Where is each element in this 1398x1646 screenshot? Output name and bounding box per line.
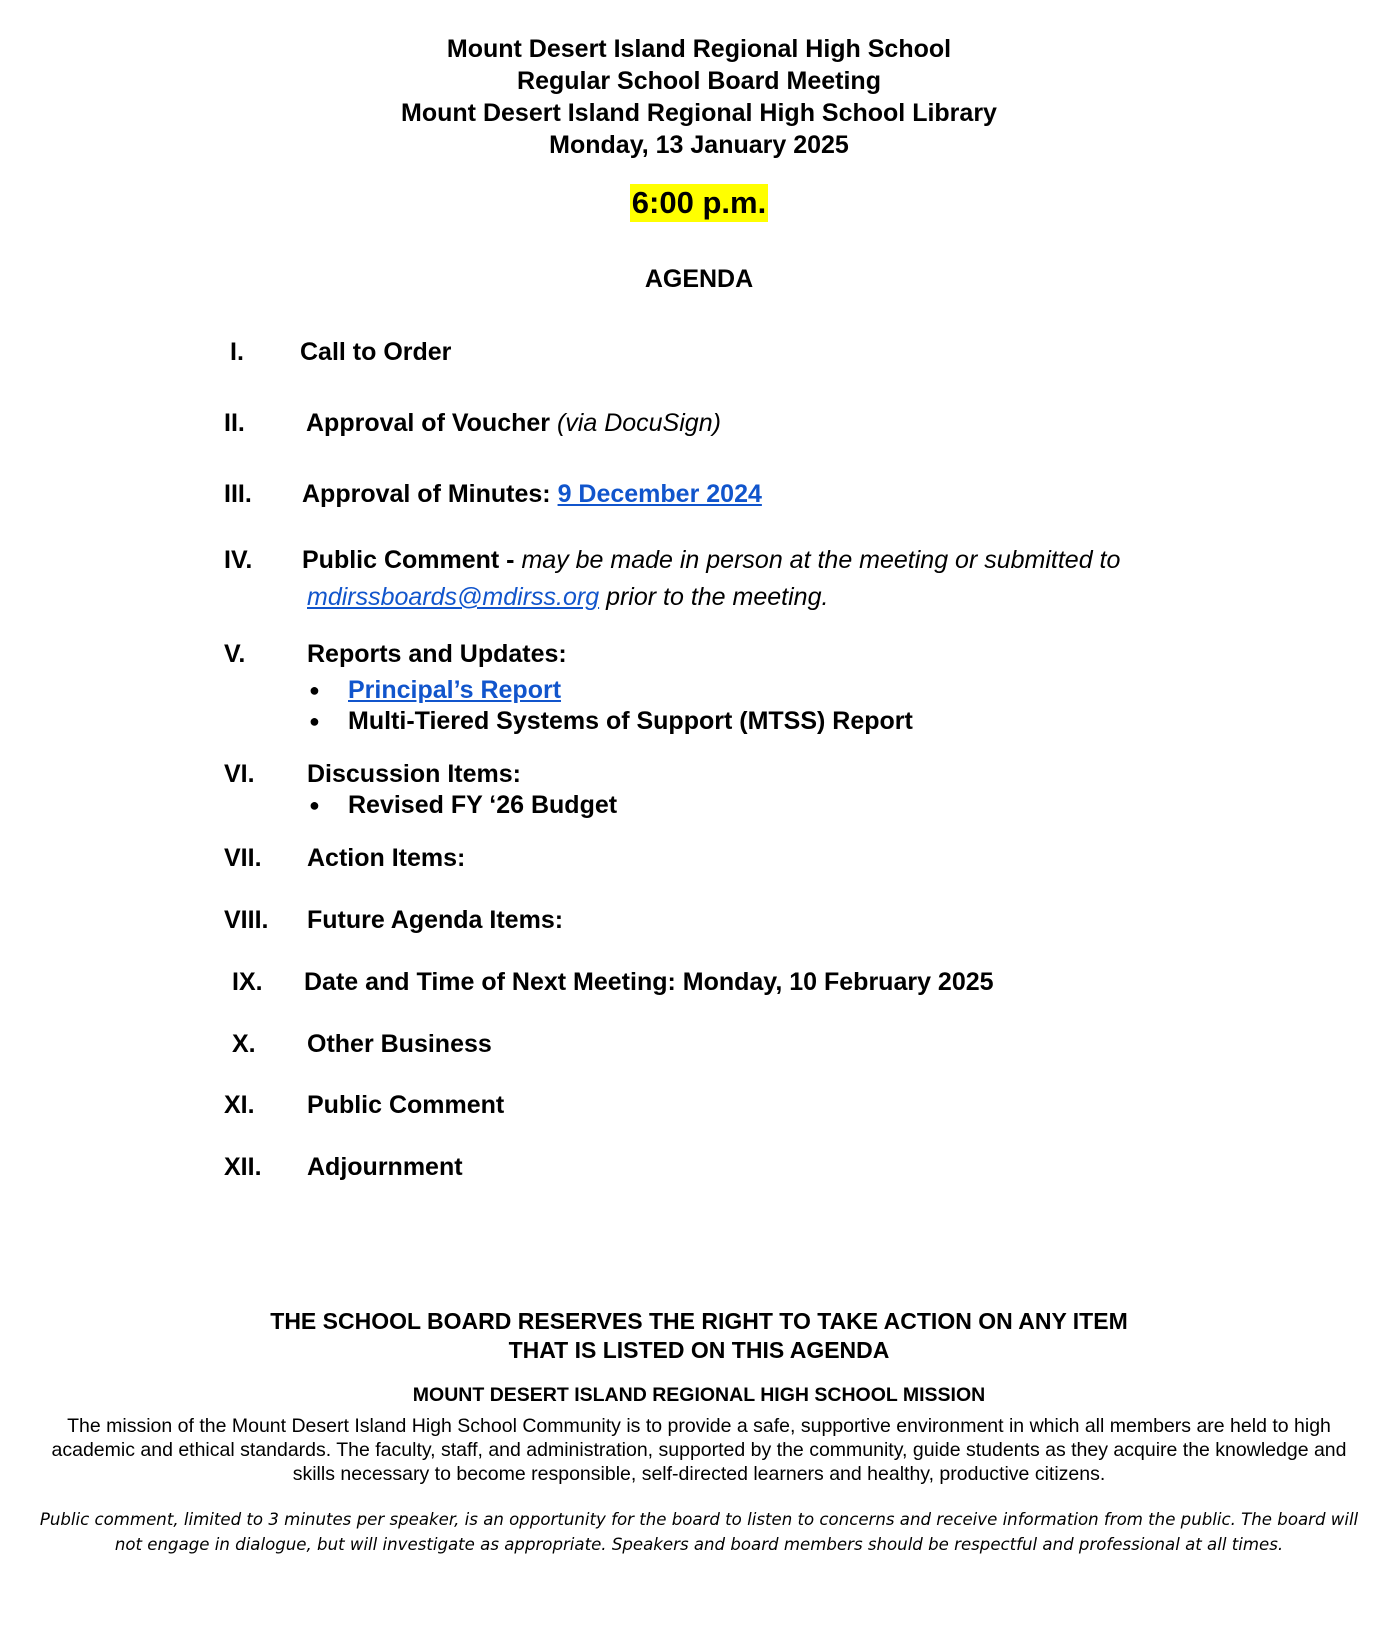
item-label: Future Agenda Items: xyxy=(307,906,564,934)
item-number: XI. xyxy=(224,1091,255,1119)
item-number: X. xyxy=(232,1030,256,1058)
item-note-2: prior to the meeting. xyxy=(606,583,829,611)
item-label: Action Items: xyxy=(307,844,466,872)
item-number: I. xyxy=(230,338,244,366)
item-number: II. xyxy=(224,409,245,437)
mission-title: MOUNT DESERT ISLAND REGIONAL HIGH SCHOOL MISSION xyxy=(412,1384,986,1406)
item-label: Approval of Voucher xyxy=(306,409,551,437)
item-label: Call to Order xyxy=(300,338,452,366)
principals-report-link[interactable]: Principal’s Report xyxy=(348,676,562,704)
item-label: Adjournment xyxy=(307,1153,463,1181)
minutes-link[interactable]: 9 December 2024 xyxy=(557,480,762,508)
budget-item: Revised FY ‘26 Budget xyxy=(348,791,618,819)
meeting-date: Monday, 13 January 2025 xyxy=(549,131,849,159)
agenda-item-public-comment-continued xyxy=(307,581,828,613)
item-number: IX. xyxy=(232,968,263,996)
school-name: Mount Desert Island Regional High School xyxy=(446,35,952,63)
item-label: Date and Time of Next Meeting: Monday, 10 February 2025 xyxy=(304,968,994,996)
meeting-time-row xyxy=(0,184,1398,222)
item-number: III. xyxy=(224,480,252,508)
item-number: VII. xyxy=(224,844,262,872)
board-email-link[interactable]: mdirssboards@mdirss.org xyxy=(307,583,600,611)
mtss-report-item: Multi-Tiered Systems of Support (MTSS) Report xyxy=(348,707,913,735)
bullet-icon: ● xyxy=(309,795,320,815)
public-comment-note: Public comment, limited to 3 minutes per speaker, is an opportunity for the board to listen to concerns and receive information from the public. The board will not engage in dialogue, but will investigate as appropriate. Speakers and board members should be respectful and professional at all times. xyxy=(39,1510,1359,1554)
item-note: (via DocuSign) xyxy=(556,409,721,437)
item-label-row xyxy=(302,478,762,510)
bullet-icon: ● xyxy=(309,680,320,700)
reserve-line-2: THAT IS LISTED ON THIS AGENDA xyxy=(508,1337,890,1363)
item-note: may be made in person at the meeting or submitted to xyxy=(521,546,1121,574)
agenda-title: AGENDA xyxy=(644,265,754,293)
document-header xyxy=(0,33,1398,161)
item-number: IV. xyxy=(224,546,253,574)
item-label-row xyxy=(306,407,721,439)
meeting-location: Mount Desert Island Regional High School Library xyxy=(401,99,997,127)
reserve-line-1: THE SCHOOL BOARD RESERVES THE RIGHT TO TAKE ACTION ON ANY ITEM xyxy=(270,1308,1128,1334)
mission-text: The mission of the Mount Desert Island High School Community is to provide a safe, supportive environment in which all members are held to high academic and ethical standards. The faculty, staff, and administration, supported by the community, guide students as they acquire the knowledge and skills necessary to become responsible, self-directed learners and healthy, productive citizens. xyxy=(51,1415,1347,1485)
item-number: VIII. xyxy=(224,906,269,934)
meeting-time: 6:00 p.m. xyxy=(631,185,767,220)
reserve-rights-notice xyxy=(0,1307,1398,1365)
item-number: XII. xyxy=(224,1153,262,1181)
item-label: Other Business xyxy=(307,1030,492,1058)
meeting-type: Regular School Board Meeting xyxy=(517,67,881,95)
item-label: Discussion Items: xyxy=(307,760,521,788)
bullet-icon: ● xyxy=(309,711,320,731)
item-number: VI. xyxy=(224,760,255,788)
item-label: Reports and Updates: xyxy=(307,640,567,668)
item-label-row xyxy=(302,544,1120,576)
item-label: Approval of Minutes: xyxy=(302,480,551,508)
item-number: V. xyxy=(224,640,246,668)
item-label: Public Comment xyxy=(307,1091,505,1119)
item-label: Public Comment - xyxy=(302,546,515,574)
